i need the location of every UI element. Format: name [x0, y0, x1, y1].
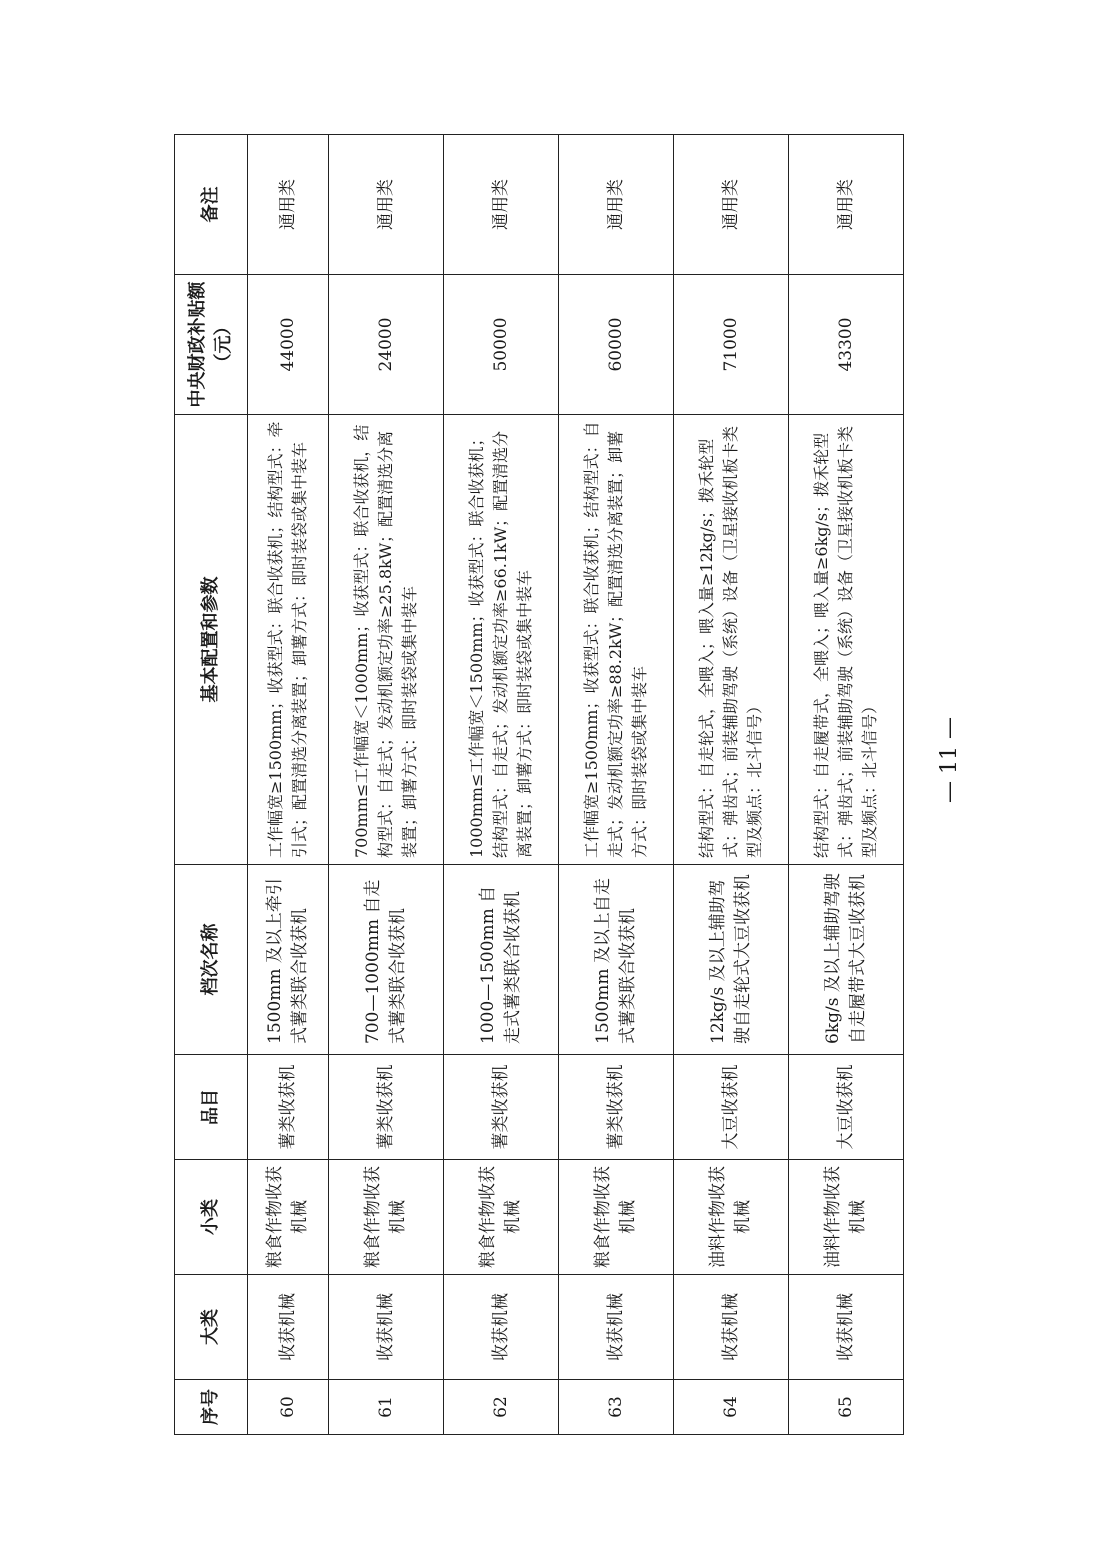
cell-note: 通用类 [248, 135, 329, 275]
cell-major-category: 收获机械 [673, 1275, 788, 1380]
cell-major-category: 收获机械 [248, 1275, 329, 1380]
header-subsidy: 中央财政补贴额（元） [175, 275, 248, 415]
header-note: 备注 [175, 135, 248, 275]
cell-tier-name: 1500mm 及以上牵引式薯类联合收获机 [248, 865, 329, 1055]
cell-minor-category: 油料作物收获机械 [788, 1160, 903, 1275]
table-row [558, 135, 673, 1435]
cell-params: 工作幅宽≥1500mm；收获型式：联合收获机；结构型式：牵引式；配置清选分离装置；卸薯方式：即时装袋或集中装车 [248, 415, 329, 865]
header-minor-category: 小类 [175, 1160, 248, 1275]
cell-item: 薯类收获机 [443, 1055, 558, 1160]
cell-item: 薯类收获机 [248, 1055, 329, 1160]
cell-no: 64 [673, 1380, 788, 1435]
cell-params: 700mm≤工作幅宽＜1000mm；收获型式：联合收获机，结构型式：自走式；发动机额定功率≥25.8kW；配置清选分离装置；卸薯方式：即时装袋或集中装车 [328, 415, 443, 865]
cell-minor-category: 粮食作物收获机械 [248, 1160, 329, 1275]
cell-params: 工作幅宽≥1500mm；收获型式：联合收获机；结构型式：自走式；发动机额定功率≥88.2kW；配置清选分离装置；卸薯方式：即时装袋或集中装车 [558, 415, 673, 865]
subsidy-table [174, 134, 904, 1435]
cell-no: 63 [558, 1380, 673, 1435]
header-major-category: 大类 [175, 1275, 248, 1380]
cell-tier-name: 12kg/s 及以上辅助驾驶自走轮式大豆收获机 [673, 865, 788, 1055]
cell-major-category: 收获机械 [328, 1275, 443, 1380]
cell-note: 通用类 [788, 135, 903, 275]
cell-tier-name: 700—1000mm 自走式薯类联合收获机 [328, 865, 443, 1055]
header-no: 序号 [175, 1380, 248, 1435]
cell-item: 大豆收获机 [788, 1055, 903, 1160]
cell-note: 通用类 [673, 135, 788, 275]
cell-item: 薯类收获机 [558, 1055, 673, 1160]
cell-no: 62 [443, 1380, 558, 1435]
page-number: — 11 — [937, 717, 962, 803]
cell-params: 结构型式：自走履带式，全喂入；喂入量≥6kg/s；拨禾轮型式：弹齿式；前装辅助驾驶（系统）设备（卫星接收机板卡类型及频点：北斗信号） [788, 415, 903, 865]
cell-no: 60 [248, 1380, 329, 1435]
cell-tier-name: 1000—1500mm 自走式薯类联合收获机 [443, 865, 558, 1055]
cell-subsidy: 43300 [788, 275, 903, 415]
cell-subsidy: 44000 [248, 275, 329, 415]
table-row [443, 135, 558, 1435]
cell-minor-category: 油料作物收获机械 [673, 1160, 788, 1275]
cell-subsidy: 50000 [443, 275, 558, 415]
cell-minor-category: 粮食作物收获机械 [328, 1160, 443, 1275]
cell-tier-name: 6kg/s 及以上辅助驾驶自走履带式大豆收获机 [788, 865, 903, 1055]
cell-tier-name: 1500mm 及以上自走式薯类联合收获机 [558, 865, 673, 1055]
table-row [248, 135, 329, 1435]
header-params: 基本配置和参数 [175, 415, 248, 865]
rotated-table-container [174, 135, 904, 1435]
header-item: 品目 [175, 1055, 248, 1160]
table-row [788, 135, 903, 1435]
cell-subsidy: 71000 [673, 275, 788, 415]
cell-params: 1000mm≤工作幅宽＜1500mm；收获型式：联合收获机；结构型式：自走式；发动机额定功率≥66.1kW；配置清选分离装置；卸薯方式：即时装袋或集中装车 [443, 415, 558, 865]
cell-no: 61 [328, 1380, 443, 1435]
header-tier-name: 档次名称 [175, 865, 248, 1055]
cell-note: 通用类 [443, 135, 558, 275]
cell-no: 65 [788, 1380, 903, 1435]
cell-item: 大豆收获机 [673, 1055, 788, 1160]
cell-item: 薯类收获机 [328, 1055, 443, 1160]
cell-minor-category: 粮食作物收获机械 [558, 1160, 673, 1275]
table-row [328, 135, 443, 1435]
table-row [673, 135, 788, 1435]
cell-major-category: 收获机械 [443, 1275, 558, 1380]
cell-minor-category: 粮食作物收获机械 [443, 1160, 558, 1275]
cell-subsidy: 24000 [328, 275, 443, 415]
cell-note: 通用类 [558, 135, 673, 275]
cell-params: 结构型式：自走轮式，全喂入；喂入量≥12kg/s；拨禾轮型式：弹齿式；前装辅助驾驶（系统）设备（卫星接收机板卡类型及频点：北斗信号） [673, 415, 788, 865]
cell-note: 通用类 [328, 135, 443, 275]
cell-subsidy: 60000 [558, 275, 673, 415]
table-header-row [175, 135, 248, 1435]
cell-major-category: 收获机械 [558, 1275, 673, 1380]
cell-major-category: 收获机械 [788, 1275, 903, 1380]
